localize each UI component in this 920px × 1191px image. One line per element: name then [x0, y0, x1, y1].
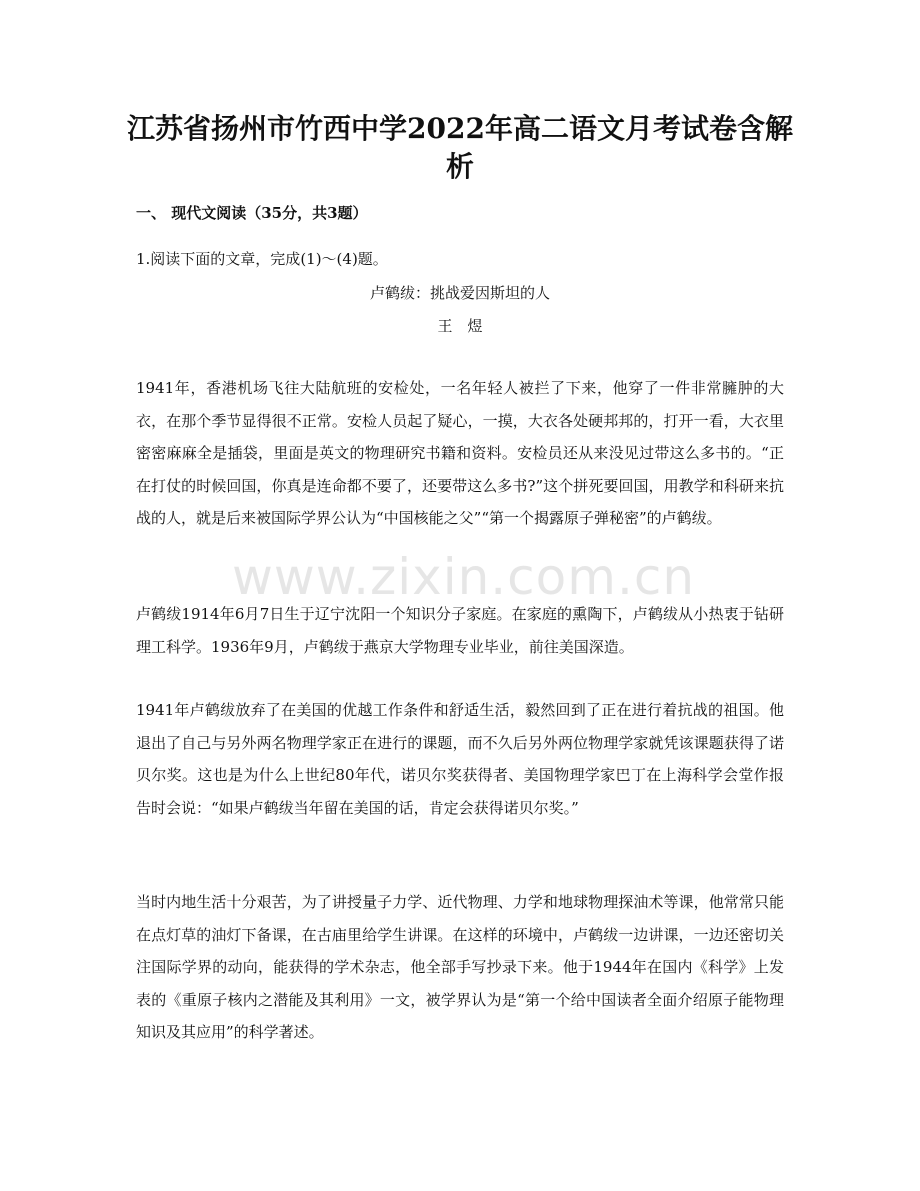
paragraph-2: 卢鹤绂1914年6月7日生于辽宁沈阳一个知识分子家庭。在家庭的熏陶下，卢鹤绂从小热衷于钻研理工科学。1936年9月，卢鹤绂于燕京大学物理专业毕业，前往美国深造。 [136, 605, 784, 656]
paragraph-4: 当时内地生活十分艰苦，为了讲授量子力学、近代物理、力学和地球物理探油术等课，他常常只能在点灯草的油灯下备课，在古庙里给学生讲课。在这样的环境中，卢鹤绂一边讲课，一边还密切关注国际学界的动向，能获得的学术杂志，他全部手写抄录下来。他于1944年在国内《科学》上发表的《重原子核内之潜能及其利用》一文，被学界认为是“第一个给中国读者全面介绍原子能物理知识及其应用”的科学著述。 [136, 893, 784, 1041]
section-heading: 一、 现代文阅读（35分，共3题） [136, 204, 368, 222]
paragraph-3: 1941年卢鹤绂放弃了在美国的优越工作条件和舒适生活，毅然回到了正在进行着抗战的祖国。他退出了自己与另外两名物理学家正在进行的课题，而不久后另外两位物理学家就凭该课题获得了诺贝尔奖。这也是为什么上世纪80年代，诺贝尔奖获得者、美国物理学家巴丁在上海科学会堂作报告时会说：“如果卢鹤绂当年留在美国的话，肯定会获得诺贝尔奖。” [136, 701, 784, 817]
watermark: www.zixin.com.cn [232, 548, 696, 606]
document-title: 江苏省扬州市竹西中学2022年高二语文月考试卷含解析 [127, 112, 793, 183]
question-intro: 1.阅读下面的文章，完成(1)～(4)题。 [136, 250, 388, 268]
article-title: 卢鹤绂：挑战爱因斯坦的人 [369, 284, 550, 302]
article-author: 王 煜 [437, 317, 483, 335]
paragraph-1: 1941年，香港机场飞往大陆航班的安检处，一名年轻人被拦了下来，他穿了一件非常臃肿的大衣，在那个季节显得很不正常。安检人员起了疑心，一摸，大衣各处硬邦邦的，打开一看，大衣里密密麻麻全是插袋，里面是英文的物理研究书籍和资料。安检员还从来没见过带这么多书的。“正在打仗的时候回国，你真是连命都不要了，还要带这么多书?”这个拼死要回国，用教学和科研来抗战的人，就是后来被国际学界公认为“中国核能之父”“第一个揭露原子弹秘密”的卢鹤绂。 [136, 379, 784, 527]
